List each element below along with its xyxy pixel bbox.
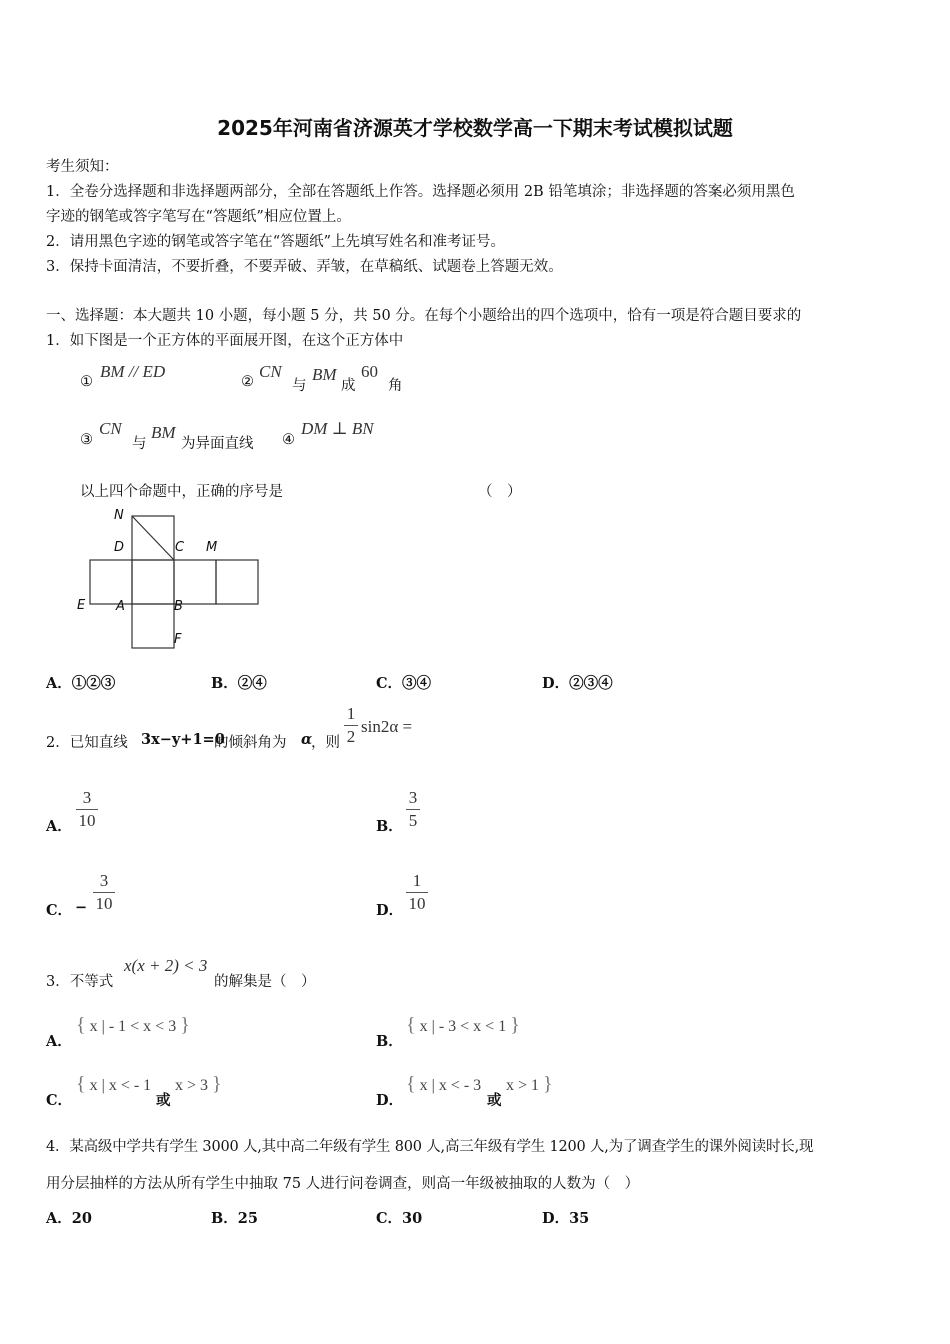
q1-prop2-bm: BM [312, 365, 337, 384]
q4-option-b[interactable]: B．25 [211, 1210, 258, 1227]
q1-prop4-math: DM ⊥ BN [301, 419, 374, 438]
q1-prop2-angle: 60 [361, 362, 378, 381]
net-face-bottom [132, 604, 174, 648]
q3-option-c-set-right: x > 3 } [175, 1073, 222, 1095]
section-heading: 一、选择题：本大题共 10 小题，每小题 5 分，共 50 分。在每个小题给出的四个选项中，恰有一项是符合题目要求的 [46, 308, 802, 324]
net-face-far-right [216, 560, 258, 604]
q1-prop3-number: ③ [80, 432, 93, 448]
q2-fraction-numerator: 1 [346, 704, 356, 723]
q2-line-equation: 3x−y+1=0 [141, 731, 225, 748]
q1-option-c[interactable]: C．③④ [376, 675, 432, 692]
net-face-center [132, 560, 174, 604]
q2-option-b-label[interactable]: B． [376, 818, 403, 835]
q2-expression-rest: sin2α = [361, 717, 413, 736]
q2-alpha: α [301, 731, 313, 748]
q1-prop2-number: ② [241, 374, 254, 390]
q2-option-d-label[interactable]: D． [376, 902, 404, 919]
label-n: N [114, 508, 124, 523]
q3-option-d-set: { x | x < - 3 [406, 1073, 482, 1095]
label-c: C [175, 540, 185, 555]
label-m: M [206, 540, 218, 555]
q2-stem-middle: 的倾斜角为 [214, 735, 287, 751]
q1-prop1-number: ① [80, 374, 93, 390]
q2-option-a-label[interactable]: A． [46, 818, 72, 835]
q1-stem: 1．如下图是一个正方体的平面展开图，在这个正方体中 [46, 333, 404, 349]
q2-option-d-fraction: 1 10 [406, 872, 428, 913]
label-b: B [174, 599, 183, 614]
q1-prop3-with: 与 [132, 436, 147, 452]
label-d: D [114, 540, 125, 555]
q4-stem-line-1: 4．某高级中学共有学生 3000 人,其中高二年级有学生 800 人,高三年级有学生 1200 人,为了调查学生的课外阅读时长,现 [46, 1139, 814, 1155]
q3-option-b-set: { x | - 3 < x < 1 } [406, 1014, 520, 1036]
q1-prop2-cheng: 成 [341, 378, 356, 394]
q3-inequality: x(x + 2) < 3 [124, 956, 208, 975]
q1-prop2-with: 与 [292, 378, 307, 394]
q1-option-d[interactable]: D．②③④ [542, 675, 613, 692]
q1-answer-paren: （ ） [478, 484, 522, 500]
page-title: 2025年河南省济源英才学校数学高一下期末考试模拟试题 [217, 116, 733, 140]
q1-question: 以上四个命题中，正确的序号是 [80, 484, 283, 500]
q3-option-c-set: { x | x < - 1 [76, 1073, 152, 1095]
q1-prop4-number: ④ [282, 432, 295, 448]
notice-item-1-line-1: 1．全卷分选择题和非选择题两部分，全部在答题纸上作答。选择题必须用 2B 铅笔填涂；非选择题的答案必须用黑色 [46, 184, 795, 200]
q3-option-d-label[interactable]: D． [376, 1092, 404, 1109]
q4-option-a[interactable]: A．20 [46, 1210, 92, 1227]
net-diagonal-cn [132, 516, 174, 560]
label-f: F [174, 632, 182, 647]
q3-option-d-or: 或 [487, 1092, 502, 1109]
q1-prop1-math: BM // ED [100, 362, 166, 381]
label-a: A [116, 599, 125, 614]
q1-prop3-cn: CN [99, 419, 122, 438]
q4-stem-line-2: 用分层抽样的方法从所有学生中抽取 75 人进行问卷调查，则高一年级被抽取的人数为（ ） [46, 1176, 640, 1192]
q2-expression-fraction [344, 705, 358, 746]
q2-option-c-label[interactable]: C． [46, 902, 73, 919]
q2-stem-then: ，则 [311, 735, 340, 751]
q2-option-b-fraction: 3 5 [406, 789, 420, 830]
q1-option-b[interactable]: B．②④ [211, 675, 267, 692]
q3-stem-prefix: 3．不等式 [46, 974, 114, 990]
q4-option-c[interactable]: C．30 [376, 1210, 423, 1227]
q1-prop2-cn: CN [259, 362, 282, 381]
notice-item-3: 3．保持卡面清洁，不要折叠，不要弄破、弄皱，在草稿纸、试题卷上答题无效。 [46, 259, 563, 275]
q1-prop2-jiao: 角 [388, 378, 403, 394]
q1-prop3-bm: BM [151, 423, 176, 442]
label-e: E [77, 598, 86, 613]
net-face-left [90, 560, 132, 604]
q2-stem-prefix: 2．已知直线 [46, 735, 128, 751]
notice-heading: 考生须知： [46, 159, 119, 175]
q2-option-c-fraction: 3 10 [93, 872, 115, 913]
net-face-right [174, 560, 216, 604]
notice-item-2: 2．请用黑色字迹的钢笔或答字笔在“答题纸”上先填写姓名和准考证号。 [46, 234, 506, 250]
q3-option-c-or: 或 [156, 1092, 171, 1109]
q2-option-a-fraction: 3 10 [76, 789, 98, 830]
q2-fraction-denominator: 2 [346, 727, 356, 746]
q3-option-d-set-right: x > 1 } [506, 1073, 553, 1095]
q2-option-c-minus: − [75, 899, 88, 916]
notice-item-1-line-2: 字迹的钢笔或答字笔写在“答题纸”相应位置上。 [46, 209, 351, 225]
q3-option-a-label[interactable]: A． [46, 1033, 72, 1050]
cube-net-diagram [70, 500, 270, 660]
q4-option-d[interactable]: D．35 [542, 1210, 590, 1227]
q3-option-c-label[interactable]: C． [46, 1092, 73, 1109]
q3-option-a-set: { x | - 1 < x < 3 } [76, 1014, 190, 1036]
q1-prop3-text: 为异面直线 [181, 436, 254, 452]
q3-stem-post: 的解集是（ ） [214, 974, 316, 990]
q1-option-a[interactable]: A．①②③ [46, 675, 116, 692]
q3-option-b-label[interactable]: B． [376, 1033, 403, 1050]
